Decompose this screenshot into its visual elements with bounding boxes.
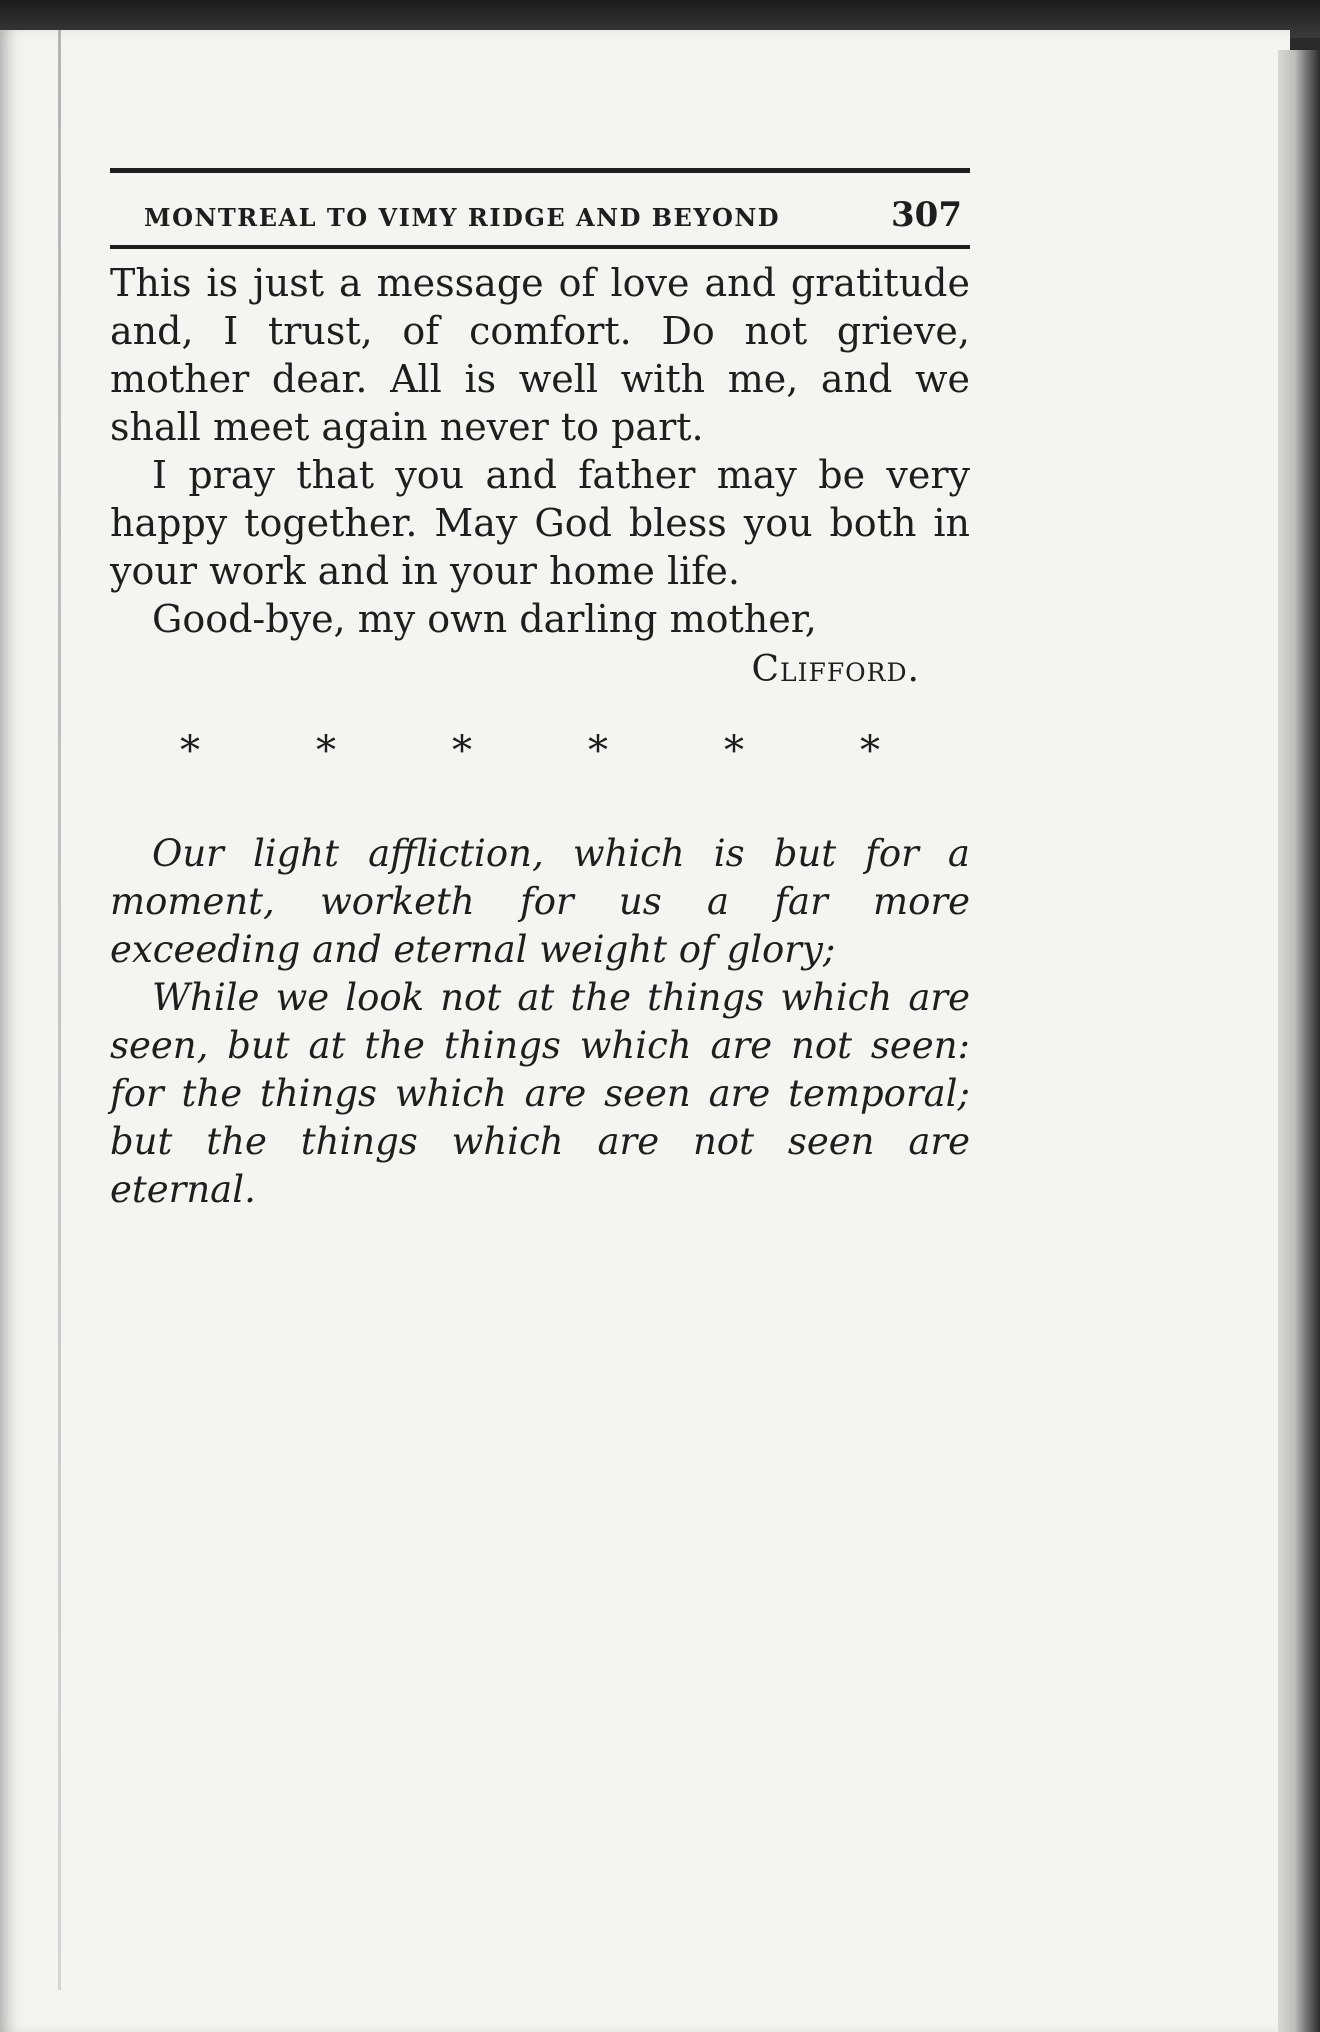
letter-paragraph: This is just a message of love and gratitude and, I trust, of comfort. Do not grieve, mother dear. All is well with me, and we shall meet again never to part. [110,261,970,449]
section-separator [110,728,970,774]
separator-star: * [860,728,880,774]
letter-body [110,259,970,690]
verse-paragraph: Our light affliction, which is but for a moment, worketh for us a far more exceeding and eternal weight of glory; [110,832,970,971]
page-edge [1278,50,1320,2032]
page-content [110,168,970,1214]
letter-paragraph: I pray that you and father may be very happy together. May God bless you both in your work and in your home life. [110,453,970,593]
header-rule-bottom [110,245,970,249]
gutter-shadow [58,30,61,1990]
page-number: 307 [891,195,962,235]
separator-star: * [316,728,336,774]
verse-paragraph: While we look not at the things which are seen, but at the things which are not seen: for the things which are seen are temporal; but the things which are not seen are eternal. [110,976,970,1211]
running-head [110,173,970,245]
signature: Clifford. [751,649,920,690]
letter-closing: Good-bye, my own darling mother, [152,597,817,641]
separator-star: * [452,728,472,774]
separator-star: * [724,728,744,774]
separator-star: * [588,728,608,774]
running-title: MONTREAL TO VIMY RIDGE AND BEYOND [144,203,781,232]
scripture-verse [110,830,970,1214]
separator-star: * [180,728,200,774]
